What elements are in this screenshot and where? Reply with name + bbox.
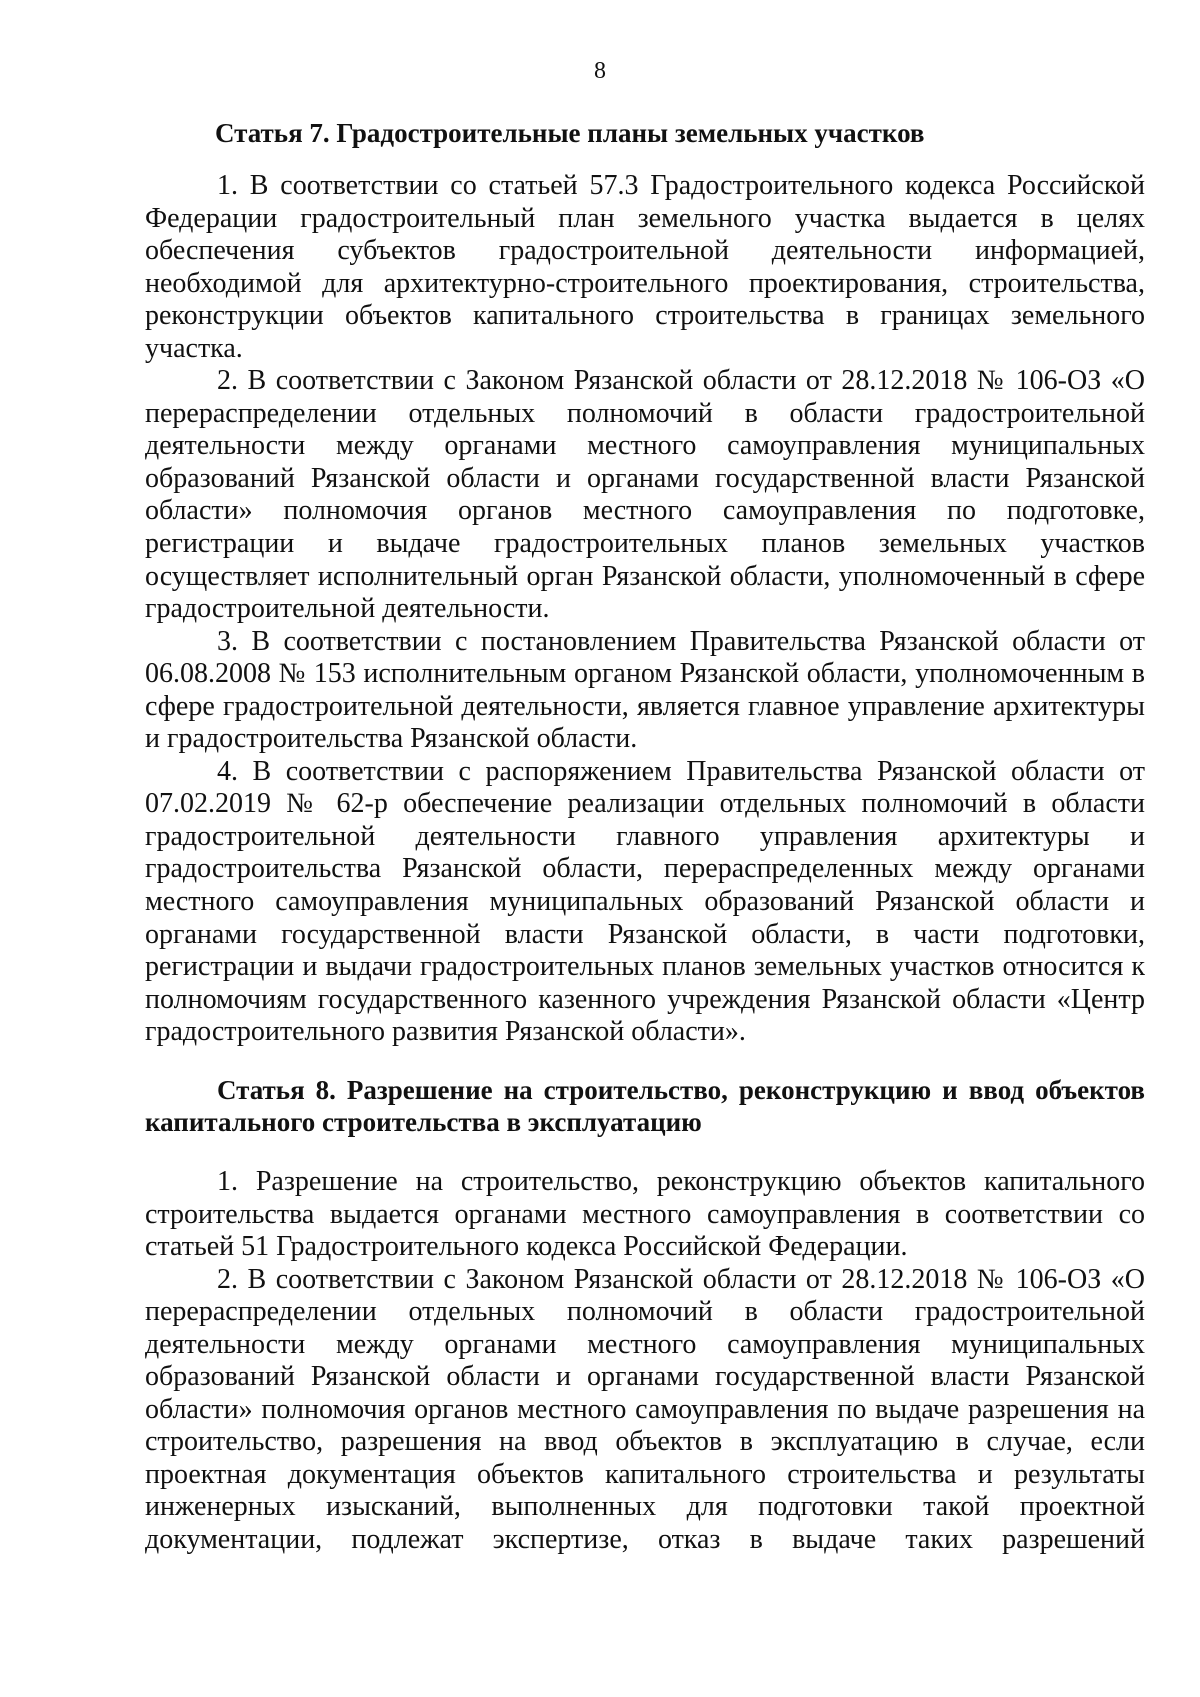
article-8-heading: Статья 8. Разрешение на строительство, реконструкцию и ввод объектов капитального строительства в эксплуатацию <box>145 1075 1145 1137</box>
article-8-paragraph-2: 2. В соответствии с Законом Рязанской области от 28.12.2018 № 106-ОЗ «О перераспределении отдельных полномочий в области градостроительной деятельности между органами местного самоуправления муниципальных образований Рязанской области и органами государственной власти Рязанской области» полномочия органов местного самоуправления по выдаче разрешения на строительство, разрешения на ввод объектов в эксплуатацию в случае, если проектная документация объектов капитального строительства и результаты инженерных изысканий, выполненных для подготовки такой проектной документации, подлежат экспертизе, отказ в выдаче таких разрешений <box>145 1263 1145 1556</box>
article-8-paragraph-1: 1. Разрешение на строительство, реконструкцию объектов капитального строительства выдается органами местного самоуправления в соответствии со статьей 51 Градостроительного кодекса Российской Федерации. <box>145 1166 1145 1263</box>
article-7-paragraph-3: 3. В соответствии с постановлением Правительства Рязанской области от 06.08.2008 № 153 исполнительным органом Рязанской области, уполномоченным в сфере градостроительной деятельности, является главное управление архитектуры и градостроительства Рязанской области. <box>145 625 1145 755</box>
page-number: 8 <box>594 58 606 84</box>
article-7-heading: Статья 7. Градостроительные планы земельных участков <box>215 118 925 148</box>
article-7-paragraph-2: 2. В соответствии с Законом Рязанской области от 28.12.2018 № 106-ОЗ «О перераспределении отдельных полномочий в области градостроительной деятельности между органами местного самоуправления муниципальных образований Рязанской области и органами государственной власти Рязанской области» полномочия органов местного самоуправления по подготовке, регистрации и выдаче градостроительных планов земельных участков осуществляет исполнительный орган Рязанской области, уполномоченный в сфере градостроительной деятельности. <box>145 365 1145 625</box>
article-7-paragraph-1: 1. В соответствии со статьей 57.3 Градостроительного кодекса Российской Федерации градостроительный план земельного участка выдается в целях обеспечения субъектов градостроительной деятельности информацией, необходимой для архитектурно-строительного проектирования, строительства, реконструкции объектов капитального строительства в границах земельного участка. <box>145 170 1145 364</box>
article-7-body <box>145 170 1145 1049</box>
article-7-paragraph-4: 4. В соответствии с распоряжением Правительства Рязанской области от 07.02.2019 № 62-р обеспечение реализации отдельных полномочий в области градостроительной деятельности главного управления архитектуры и градостроительства Рязанской области, перераспределенных между органами местного самоуправления муниципальных образований Рязанской области и органами государственной власти Рязанской области, в части подготовки, регистрации и выдачи градостроительных планов земельных участков относится к полномочиям государственного казенного учреждения Рязанской области «Центр градостроительного развития Рязанской области». <box>145 755 1145 1048</box>
article-8-body <box>145 1166 1145 1557</box>
